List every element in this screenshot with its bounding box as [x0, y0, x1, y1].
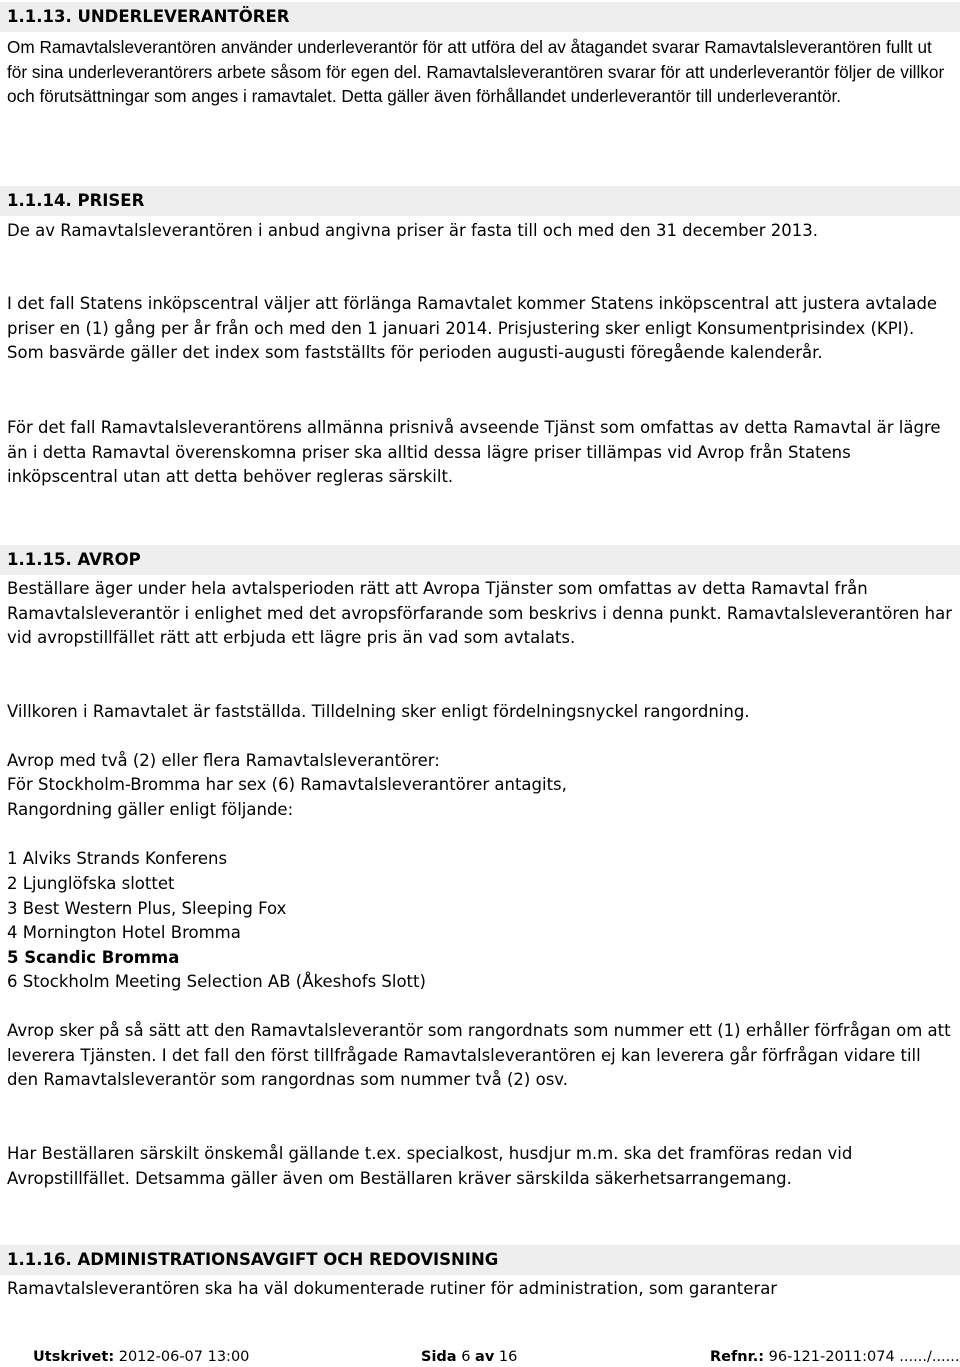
paragraph-avrop-rangordning: Rangordning gäller enligt följande: — [7, 800, 294, 819]
section-heading-administrationsavgift: 1.1.16. ADMINISTRATIONSAVGIFT OCH REDOVISNING — [0, 1245, 960, 1275]
ranking-item: 6 Stockholm Meeting Selection AB (Åkeshofs Slott) — [7, 972, 426, 991]
footer-page-number — [421, 1347, 517, 1367]
paragraph-avrop-flera: Avrop med två (2) eller flera Ramavtalsleverantörer: — [7, 751, 440, 770]
section-heading-underleverantorer: 1.1.13. UNDERLEVERANTÖRER — [0, 2, 960, 32]
paragraph-priser-justering: I det fall Statens inköpscentral väljer att förlänga Ramavtalet kommer Statens inköpscentral att justera avtalade priser en (1) gång per år från och med den 1 januari 2014. Prisjustering sker enligt Konsumentprisindex (KPI). Som basvärde gäller det index som fastställts för perioden augusti-augusti föregående kalenderår. — [7, 294, 938, 362]
ranking-item: 2 Ljunglöfska slottet — [7, 874, 175, 893]
footer-reference — [710, 1347, 960, 1367]
ranking-item: 5 Scandic Bromma — [7, 948, 180, 967]
paragraph-priser-fasta: De av Ramavtalsleverantören i anbud angivna priser är fasta till och med den 31 december 2013. — [7, 221, 818, 240]
footer-ref-value: 96-121-2011:074 ....../...... — [768, 1349, 960, 1365]
paragraph-underleverantorer: Om Ramavtalsleverantören använder underleverantör för att utföra del av åtagandet svarar Ramavtalsleverantören fullt ut för sina underleverantörers arbete såsom för egen del. Ramavtalsleverantören svarar för att underleverantör följer de villkor och förutsättningar som anges i ramavtalet. Detta gäller även förhållandet underleverantör till underleverantör. — [7, 37, 945, 106]
footer-page-current: 6 — [461, 1349, 471, 1365]
footer-page-label: Sida — [421, 1349, 457, 1365]
ranking-item: 3 Best Western Plus, Sleeping Fox — [7, 899, 287, 918]
ranking-item: 4 Mornington Hotel Bromma — [7, 923, 241, 942]
paragraph-avrop-ratt: Beställare äger under hela avtalsperioden rätt att Avropa Tjänster som omfattas av detta Ramavtal från Ramavtalsleverantör i enlighet med det avropsförfarande som beskrivs i denna punkt. Ramavtalsleverantören har vid avropstillfället rätt att erbjuda ett lägre pris än vad som avtalats. — [7, 579, 953, 647]
footer-page-total: 16 — [498, 1349, 518, 1365]
paragraph-avrop-onskemal: Har Beställaren särskilt önskemål gällande t.ex. specialkost, husdjur m.m. ska det framföras redan vid Avropstillfället. Detsamma gäller även om Beställaren kräver särskilda säkerhetsarrangemang. — [7, 1144, 853, 1188]
footer-ref-label: Refnr.: — [710, 1349, 765, 1365]
footer-printed-value: 2012-06-07 13:00 — [118, 1349, 250, 1365]
section-heading-priser: 1.1.14. PRISER — [0, 186, 960, 216]
paragraph-administration: Ramavtalsleverantören ska ha väl dokumenterade rutiner för administration, som garanterar — [7, 1279, 778, 1298]
section-heading-avrop: 1.1.15. AVROP — [0, 545, 960, 575]
paragraph-avrop-forfragan: Avrop sker på så sätt att den Ramavtalsleverantör som rangordnats som nummer ett (1) erhåller förfrågan om att leverera Tjänsten. I det fall den först tillfrågade Ramavtalsleverantören ej kan leverera går förfrågan vidare till den Ramavtalsleverantör som rangordnas som nummer två (2) osv. — [7, 1021, 951, 1089]
ranking-item: 1 Alviks Strands Konferens — [7, 849, 228, 868]
paragraph-priser-prisniva: För det fall Ramavtalsleverantörens allmänna prisnivå avseende Tjänst som omfattas av detta Ramavtal är lägre än i detta Ramavtal överenskomna priser ska alltid dessa lägre priser tillämpas vid Avrop från Statens inköpscentral utan att detta behöver regleras särskilt. — [7, 418, 941, 486]
paragraph-avrop-bromma: För Stockholm-Bromma har sex (6) Ramavtalsleverantörer antagits, — [7, 775, 567, 794]
footer-printed — [33, 1347, 249, 1367]
footer-page-of: av — [475, 1349, 495, 1365]
footer-printed-label: Utskrivet: — [33, 1349, 115, 1365]
paragraph-avrop-villkor: Villkoren i Ramavtalet är fastställda. Tilldelning sker enligt fördelningsnyckel rangordning. — [7, 702, 750, 721]
